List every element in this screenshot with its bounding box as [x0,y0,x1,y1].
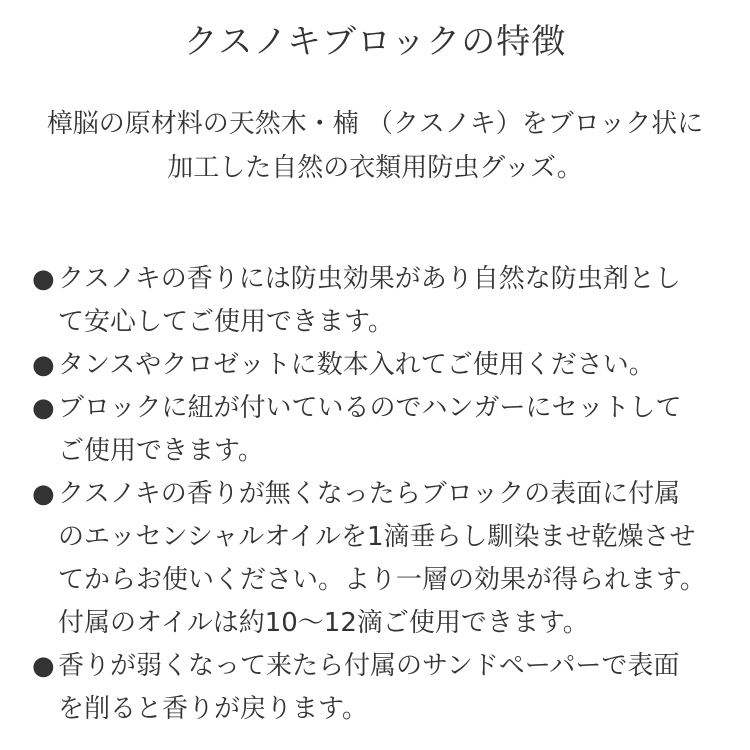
feature-list [32,258,732,731]
page-title: クスノキブロックの特徴 [183,22,567,62]
list-item [32,645,732,731]
list-item [32,258,732,344]
bullet-marker: ● [32,393,55,423]
list-item-line: て安心してご使用できます。 [58,307,394,337]
list-item-line: のエッセンシャルオイルを1滴垂らし馴染ませ乾燥させ [58,522,696,552]
intro-line: 加工した自然の衣類用防虫グッズ。 [167,153,583,183]
list-item-line: を削ると香りが戻ります。 [58,694,368,724]
list-item-line: ご使用できます。 [58,436,264,466]
list-item [32,387,732,473]
list-item-line: 付属のオイルは約10～12滴ご使用できます。 [58,608,589,638]
bullet-marker: ● [32,651,55,681]
list-item-line: クスノキの香りが無くなったらブロックの表面に付属 [58,479,681,509]
list-item-line: 香りが弱くなって来たら付属のサンドペーパーで表面 [58,651,680,681]
bullet-marker: ● [32,350,55,380]
list-item [32,344,732,387]
list-item-line: タンスやクロゼットに数本入れてご使用ください。 [58,350,655,380]
list-item-line: てからお使いください。より一層の効果が得られます。 [58,565,706,595]
bullet-marker: ● [32,264,55,294]
bullet-marker: ● [32,479,55,509]
list-item [32,473,732,645]
intro-paragraph [0,102,750,190]
list-item-line: ブロックに紐が付いているのでハンガーにセットして [58,393,682,423]
intro-line: 樟脳の原材料の天然木・楠 （クスノキ）をブロック状に [46,109,704,139]
list-item-line: クスノキの香りには防虫効果があり自然な防虫剤とし [58,264,681,294]
